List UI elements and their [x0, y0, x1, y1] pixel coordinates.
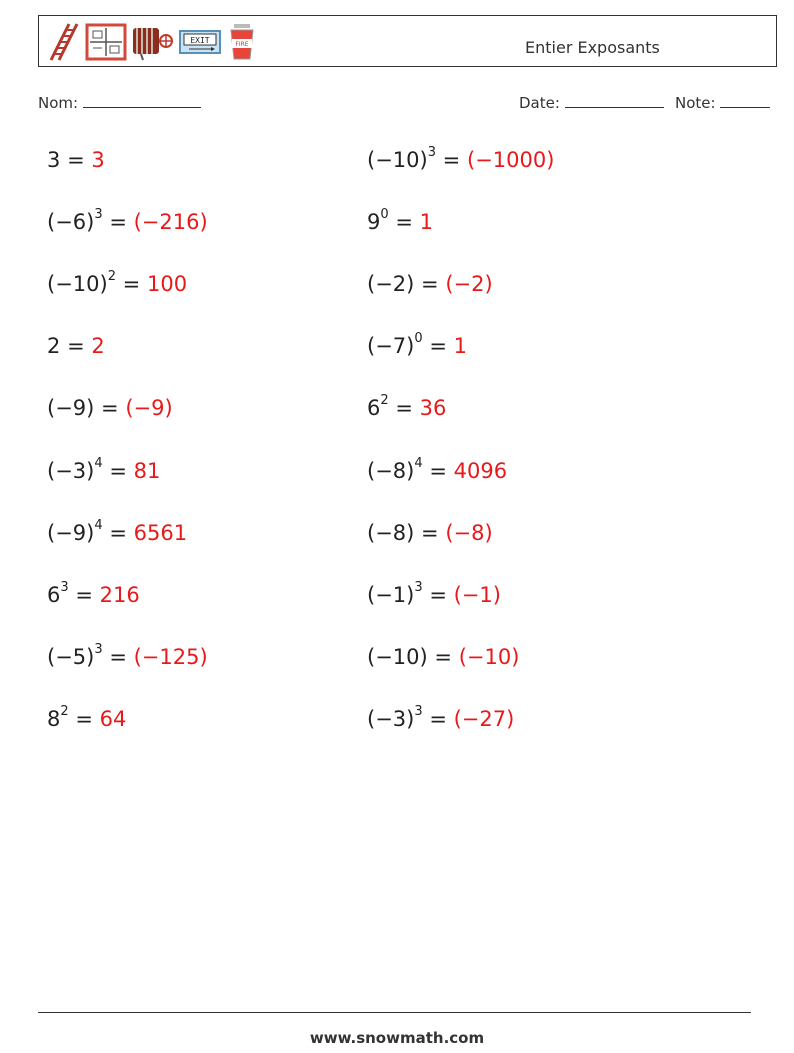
problem-exponent: 3: [60, 580, 69, 595]
equals-sign: =: [429, 334, 447, 358]
name-field[interactable]: [38, 93, 201, 112]
problem-base: 9: [367, 210, 381, 234]
problem-answer: (−9): [125, 396, 173, 420]
problem-base: (−10): [367, 645, 428, 669]
problem-answer: 2: [91, 334, 105, 358]
problem-item: [47, 148, 105, 172]
problem-answer: 3: [91, 148, 105, 172]
equals-sign: =: [421, 272, 439, 296]
equals-sign: =: [122, 272, 141, 296]
grade-label: Note:: [675, 94, 716, 112]
equals-sign: =: [75, 583, 93, 607]
problem-item: [47, 396, 173, 420]
problem-answer: 216: [99, 583, 140, 607]
problem-base: 2: [47, 334, 61, 358]
problem-item: [47, 207, 208, 234]
problem-base: (−5): [47, 645, 95, 669]
problem-answer: (−1): [453, 583, 501, 607]
problem-item: [47, 269, 188, 296]
equals-sign: =: [429, 459, 447, 483]
date-label: Date:: [519, 94, 560, 112]
equals-sign: =: [421, 521, 439, 545]
problem-answer: (−2): [445, 272, 493, 296]
grade-field[interactable]: [675, 93, 770, 112]
exit-sign-icon: [179, 22, 221, 62]
date-field[interactable]: [519, 93, 664, 112]
name-label: Nom:: [38, 94, 79, 112]
footer-url[interactable]: www.snowmath.com: [309, 1029, 485, 1047]
equals-sign: =: [429, 707, 447, 731]
problem-item: [367, 331, 467, 358]
problem-item: [47, 456, 161, 483]
problem-item: [47, 704, 127, 731]
equals-sign: =: [75, 707, 93, 731]
problem-exponent: 3: [94, 642, 103, 657]
fire-bucket-text: FIRE: [235, 41, 249, 48]
problem-base: 8: [47, 707, 61, 731]
problem-exponent: 0: [380, 207, 389, 222]
problem-exponent: 4: [414, 456, 423, 471]
problem-item: [47, 334, 105, 358]
equals-sign: =: [395, 210, 413, 234]
floor-plan-icon: [85, 22, 127, 62]
problem-item: [47, 580, 140, 607]
problem-exponent: 3: [94, 207, 103, 222]
equals-sign: =: [67, 334, 85, 358]
header-icons: [45, 20, 259, 64]
problem-item: [367, 145, 555, 172]
ladder-icon: [45, 22, 81, 62]
problem-item: [367, 645, 519, 669]
problem-answer: (−216): [133, 210, 208, 234]
problem-answer: 4096: [453, 459, 508, 483]
problem-exponent: 2: [107, 269, 116, 284]
equals-sign: =: [434, 645, 452, 669]
problem-base: 6: [47, 583, 61, 607]
problem-base: (−7): [367, 334, 415, 358]
grade-blank[interactable]: [720, 93, 770, 108]
worksheet-header: [38, 15, 777, 67]
problem-answer: 1: [419, 210, 434, 234]
problem-answer: (−125): [133, 645, 208, 669]
problem-answer: (−8): [445, 521, 493, 545]
problem-item: [367, 393, 447, 420]
problem-item: [367, 704, 515, 731]
equals-sign: =: [442, 148, 461, 172]
equals-sign: =: [67, 148, 85, 172]
fire-bucket-icon: [225, 22, 259, 62]
problem-item: [47, 642, 208, 669]
equals-sign: =: [429, 583, 447, 607]
problem-base: (−2): [367, 272, 415, 296]
problem-item: [47, 518, 188, 545]
problem-item: [367, 456, 508, 483]
problem-exponent: 4: [94, 456, 103, 471]
problem-answer: (−10): [458, 645, 520, 669]
equals-sign: =: [109, 210, 127, 234]
problem-exponent: 4: [94, 518, 103, 533]
problem-answer: 64: [99, 707, 127, 731]
problem-item: [367, 207, 434, 234]
name-blank[interactable]: [83, 93, 201, 108]
worksheet-title: Entier Exposants: [525, 38, 660, 57]
problem-exponent: 2: [380, 393, 389, 408]
problem-item: [367, 272, 493, 296]
date-blank[interactable]: [565, 93, 664, 108]
problem-item: [367, 521, 493, 545]
problem-exponent: 3: [414, 580, 423, 595]
equals-sign: =: [109, 459, 127, 483]
problem-base: (−3): [47, 459, 95, 483]
problem-answer: 81: [133, 459, 161, 483]
footer-divider: [38, 1012, 751, 1013]
problem-base: (−1): [367, 583, 415, 607]
problem-answer: 1: [453, 334, 467, 358]
problem-base: 6: [367, 396, 381, 420]
problem-base: (−3): [367, 707, 415, 731]
problem-base: (−8): [367, 459, 415, 483]
problem-base: (−9): [47, 521, 95, 545]
problem-exponent: 2: [60, 704, 69, 719]
problem-base: (−10): [47, 272, 108, 296]
equals-sign: =: [109, 521, 127, 545]
problem-answer: (−1000): [466, 148, 555, 172]
problem-base: 3: [47, 148, 61, 172]
problem-base: (−8): [367, 521, 415, 545]
problem-exponent: 3: [427, 145, 436, 160]
problem-answer: 36: [419, 396, 447, 420]
equals-sign: =: [109, 645, 127, 669]
problem-item: [367, 580, 501, 607]
fire-hose-reel-icon: [131, 22, 175, 62]
problem-exponent: 3: [414, 704, 423, 719]
problem-base: (−6): [47, 210, 95, 234]
exit-sign-text: EXIT: [190, 36, 210, 45]
problem-exponent: 0: [414, 331, 423, 346]
problem-answer: 6561: [133, 521, 188, 545]
equals-sign: =: [395, 396, 413, 420]
problem-answer: 100: [146, 272, 188, 296]
equals-sign: =: [101, 396, 119, 420]
problem-base: (−10): [367, 148, 428, 172]
problem-base: (−9): [47, 396, 95, 420]
problem-answer: (−27): [453, 707, 515, 731]
